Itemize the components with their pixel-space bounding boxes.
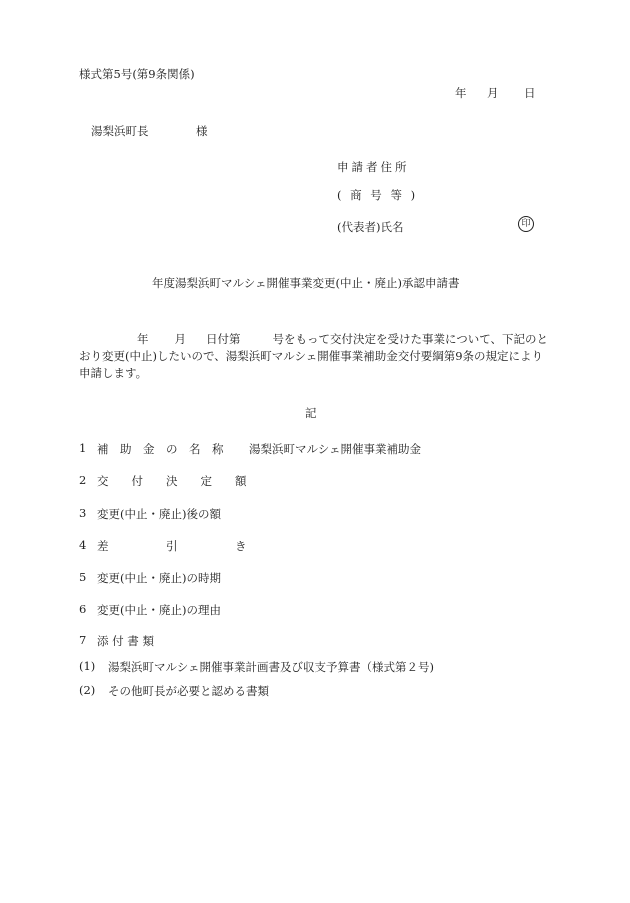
item-label: 交 付 決 定 額 (97, 474, 247, 488)
applicant-trade-name-label: ( 商 号 等 ) (337, 188, 416, 202)
attachment-number: (1) (79, 659, 96, 673)
body-year-label: 年 (137, 332, 149, 346)
document-title: 年度湯梨浜町マルシェ開催事業変更(中止・廃止)承認申請書 (152, 276, 460, 290)
item-value: 湯梨浜町マルシェ開催事業補助金 (249, 442, 421, 456)
date-month-label: 月 (487, 86, 499, 100)
seal-mark: 印 (518, 216, 534, 232)
date-year-label: 年 (455, 86, 467, 100)
item-number: 4 (79, 538, 87, 552)
item-label: 変更(中止・廃止)の時期 (97, 571, 221, 585)
applicant-name-label: (代表者)氏名 (337, 220, 404, 234)
addressee-honorific: 様 (196, 124, 208, 138)
item-label: 変更(中止・廃止)の理由 (97, 603, 221, 617)
addressee-name: 湯梨浜町長 (91, 124, 149, 138)
form-number: 様式第5号(第9条関係) (79, 67, 195, 81)
item-number: 6 (79, 602, 87, 616)
item-label: 補 助 金 の 名 称 (97, 442, 224, 456)
applicant-address-label: 申請者住所 (337, 160, 410, 174)
body-month-label: 月 (174, 332, 186, 346)
body-day-number-label: 日付第 (206, 332, 241, 346)
item-number: 2 (79, 473, 87, 487)
body-paragraph (79, 331, 549, 382)
item-label: 差 引 き (97, 539, 247, 553)
item-number: 3 (79, 506, 87, 520)
attachment-number: (2) (79, 683, 96, 697)
attachment-label: その他町長が必要と認める書類 (108, 684, 269, 698)
item-number: 1 (79, 441, 87, 455)
item-label: 変更(中止・廃止)後の額 (97, 507, 221, 521)
ki-heading: 記 (305, 406, 317, 420)
date-day-label: 日 (524, 86, 536, 100)
body-text: 号をもって交付決定を受けた事業について、下記のとおり変更(中止)したいので、湯梨浜町マルシェ開催事業補助金交付要綱第9条の規定により申請します。 (79, 332, 549, 380)
item-number: 5 (79, 570, 87, 584)
attachment-label: 湯梨浜町マルシェ開催事業計画書及び収支予算書（様式第２号) (108, 660, 434, 674)
item-number: 7 (79, 633, 87, 647)
item-label: 添 付 書 類 (97, 634, 154, 648)
